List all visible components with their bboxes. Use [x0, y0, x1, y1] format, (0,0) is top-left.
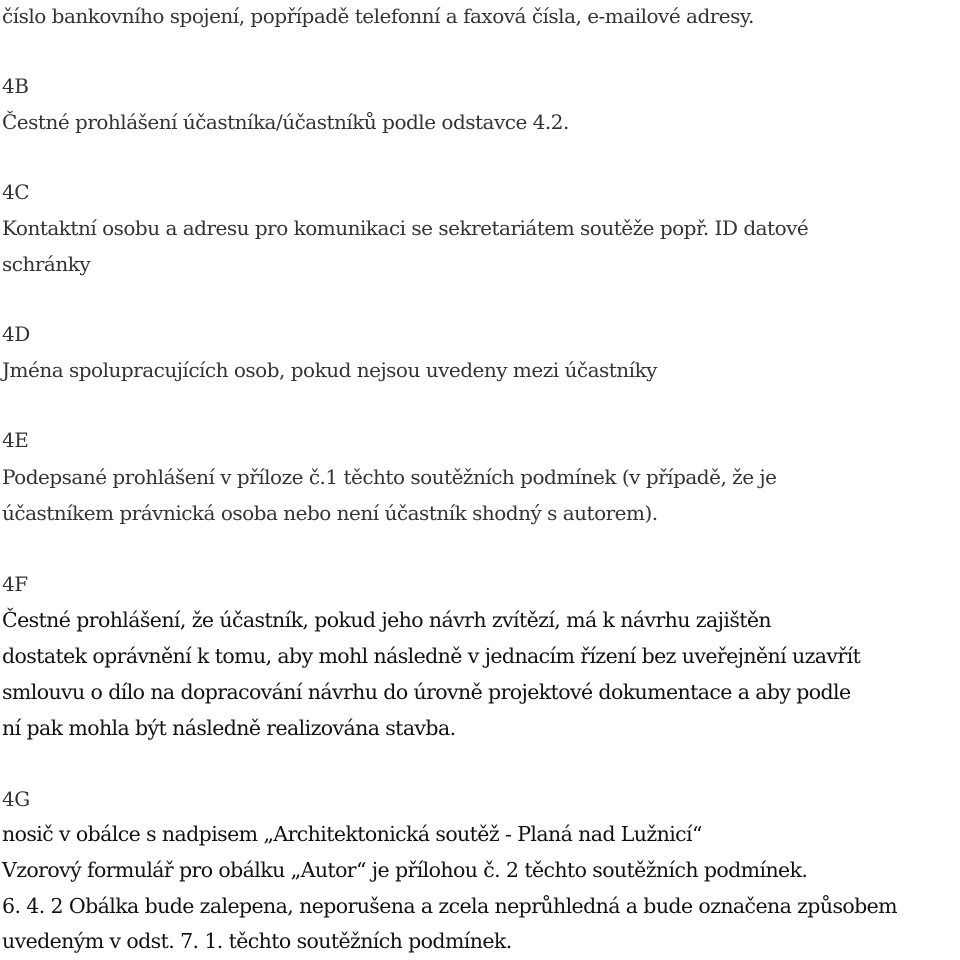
section-4g-line-4: uvedeným v odst. 7. 1. těchto soutěžních podmínek.	[2, 929, 512, 953]
section-4c-line-2: schránky	[2, 252, 91, 276]
section-4b-line-1: Čestné prohlášení účastníka/účastníků podle odstavce 4.2.	[2, 110, 569, 134]
section-4f-line-3: smlouvu o dílo na dopracování návrhu do úrovně projektové dokumentace a aby podle	[2, 680, 851, 704]
section-4f-line-1: Čestné prohlášení, že účastník, pokud jeho návrh zvítězí, má k návrhu zajištěn	[2, 608, 772, 632]
intro-line: číslo bankovního spojení, popřípadě telefonní a faxová čísla, e-mailové adresy.	[2, 4, 754, 28]
section-4b-heading: 4B	[2, 74, 29, 98]
section-4e-line-1: Podepsané prohlášení v příloze č.1 těchto soutěžních podmínek (v případě, že je	[2, 465, 777, 489]
section-4c-heading: 4C	[2, 180, 30, 204]
section-4g-line-3: 6. 4. 2 Obálka bude zalepena, neporušena a zcela neprůhledná a bude označena způsobem	[2, 894, 897, 918]
section-4d-line-1: Jména spolupracujících osob, pokud nejsou uvedeny mezi účastníky	[2, 358, 657, 382]
section-4f-line-2: dostatek oprávnění k tomu, aby mohl následně v jednacím řízení bez uveřejnění uzavřít	[2, 644, 861, 668]
section-4g-heading: 4G	[2, 787, 30, 811]
section-4g-line-2: Vzorový formulář pro obálku „Autor“ je přílohou č. 2 těchto soutěžních podmínek.	[2, 858, 808, 882]
section-4f-heading: 4F	[2, 572, 28, 596]
section-4g-line-1: nosič v obálce s nadpisem „Architektonická soutěž - Planá nad Lužnicí“	[2, 822, 702, 846]
section-4c-line-1: Kontaktní osobu a adresu pro komunikaci se sekretariátem soutěže popř. ID datové	[2, 216, 809, 240]
section-4d-heading: 4D	[2, 322, 30, 346]
section-4e-heading: 4E	[2, 428, 29, 452]
section-4f-line-4: ní pak mohla být následně realizována stavba.	[2, 716, 456, 740]
section-4e-line-2: účastníkem právnická osoba nebo není účastník shodný s autorem).	[2, 501, 658, 525]
